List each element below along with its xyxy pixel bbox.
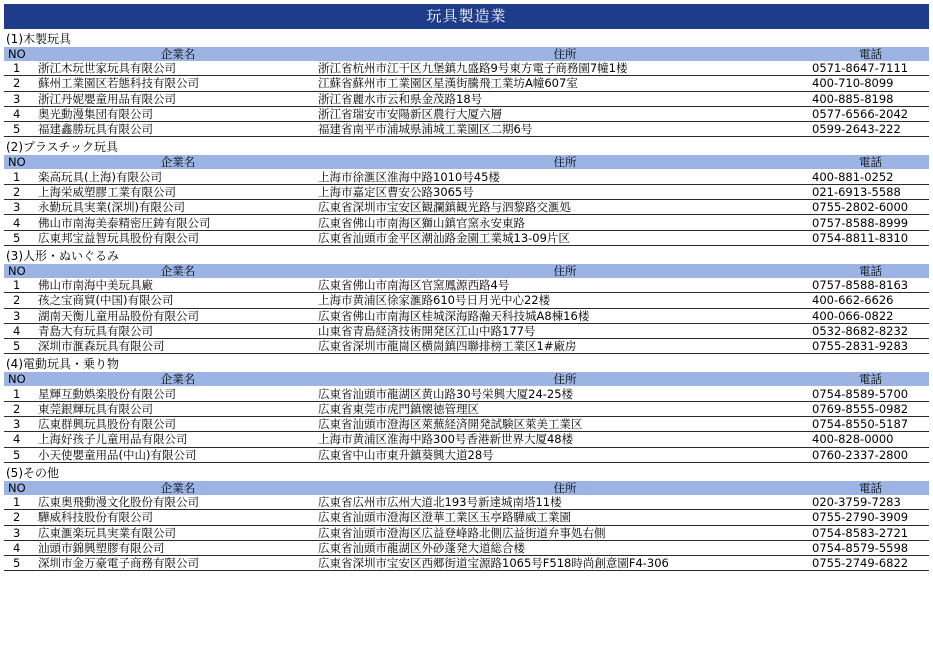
cell-address: 浙江省瑞安市安陽新区農行大厦六層: [318, 106, 812, 121]
cell-phone: 0754-8811-8310: [812, 230, 929, 245]
table-row: [4, 401, 929, 416]
sections-container: [4, 31, 929, 571]
cell-address: 上海市黄浦区淮海中路300号香港新世界大厦48楼: [318, 432, 812, 447]
cell-company: 湖南天衡儿童用品股份有限公司: [38, 308, 318, 323]
cell-no: 4: [4, 323, 38, 338]
table-row: [4, 495, 929, 510]
header-no: NO: [4, 47, 38, 61]
cell-no: 1: [4, 169, 38, 184]
cell-no: 3: [4, 200, 38, 215]
cell-no: 2: [4, 293, 38, 308]
header-address: 住所: [318, 372, 812, 386]
cell-company: 上海好孩子儿童用品有限公司: [38, 432, 318, 447]
cell-address: 広東省佛山市南海区獅山鎮官窯永安東路: [318, 215, 812, 230]
cell-phone: 0757-8588-8999: [812, 215, 929, 230]
cell-company: 孩之宝商貿(中国)有限公司: [38, 293, 318, 308]
cell-address: 上海市黄浦区徐家滙路610号日月光中心22楼: [318, 293, 812, 308]
table-row: [4, 525, 929, 540]
cell-phone: 0769-8555-0982: [812, 401, 929, 416]
table-row: [4, 432, 929, 447]
company-table: [4, 481, 929, 571]
cell-company: 福建鑫勝玩具有限公司: [38, 122, 318, 137]
header-phone: 電話: [812, 264, 929, 278]
cell-phone: 0755-2749-6822: [812, 556, 929, 571]
section-title: (2)プラスチック玩具: [6, 140, 119, 155]
header-phone: 電話: [812, 481, 929, 495]
cell-company: 深圳市金万豪電子商務有限公司: [38, 556, 318, 571]
cell-address: 広東省佛山市南海区官窯鳳源西路4号: [318, 278, 812, 293]
cell-phone: 0571-8647-7111: [812, 61, 929, 76]
table-row: [4, 556, 929, 571]
cell-phone: 0760-2337-2800: [812, 447, 929, 462]
cell-company: 永勤玩具実業(深圳)有限公司: [38, 200, 318, 215]
cell-address: 上海市徐滙区淮海中路1010号45楼: [318, 169, 812, 184]
cell-company: 深圳市滙森玩具有限公司: [38, 339, 318, 354]
header-address: 住所: [318, 47, 812, 61]
cell-company: 奥光動漫集団有限公司: [38, 106, 318, 121]
cell-no: 2: [4, 76, 38, 91]
table-row: [4, 308, 929, 323]
cell-phone: 021-6913-5588: [812, 184, 929, 199]
table-row: [4, 122, 929, 137]
cell-company: 汕頭市錦興塑膠有限公司: [38, 540, 318, 555]
cell-no: 3: [4, 308, 38, 323]
cell-phone: 0754-8583-2721: [812, 525, 929, 540]
section-title: (4)電動玩具・乗り物: [6, 357, 119, 372]
cell-no: 5: [4, 447, 38, 462]
section: [4, 465, 929, 571]
cell-address: 広東省東莞市虎門鎮懐徳管理区: [318, 401, 812, 416]
cell-company: 蘇州工業園区若態科技有限公司: [38, 76, 318, 91]
table-header-row: [4, 481, 929, 495]
table-row: [4, 230, 929, 245]
cell-company: 広東邦宝益智玩具股份有限公司: [38, 230, 318, 245]
table-header-row: [4, 372, 929, 386]
table-row: [4, 540, 929, 555]
cell-address: 江蘇省蘇州市工業園区星漢街騰飛工業坊A幢607室: [318, 76, 812, 91]
cell-company: 浙江丹妮嬰童用品有限公司: [38, 91, 318, 106]
cell-phone: 0532-8682-8232: [812, 323, 929, 338]
cell-address: 広東省佛山市南海区桂城深海路瀚天科技城A8棟16楼: [318, 308, 812, 323]
cell-no: 3: [4, 417, 38, 432]
table-row: [4, 215, 929, 230]
cell-no: 1: [4, 495, 38, 510]
section: [4, 31, 929, 137]
table-row: [4, 200, 929, 215]
cell-phone: 0599-2643-222: [812, 122, 929, 137]
cell-company: 佛山市南海美泰精密圧鋳有限公司: [38, 215, 318, 230]
cell-no: 5: [4, 556, 38, 571]
company-table: [4, 47, 929, 137]
table-row: [4, 323, 929, 338]
cell-no: 4: [4, 106, 38, 121]
cell-address: 広東省汕頭市澄海区澄華工業区玉亭路驊威工業園: [318, 510, 812, 525]
table-row: [4, 184, 929, 199]
cell-address: 広東省広州市広州大道北193号新達城南塔11楼: [318, 495, 812, 510]
cell-no: 2: [4, 510, 38, 525]
cell-address: 上海市嘉定区曹安公路3065号: [318, 184, 812, 199]
header-company: 企業名: [38, 264, 318, 278]
cell-company: 浙江木玩世家玩具有限公司: [38, 61, 318, 76]
table-row: [4, 169, 929, 184]
cell-phone: 0755-2802-6000: [812, 200, 929, 215]
cell-address: 広東省汕頭市龍湖区黄山路30号栄興大厦24-25楼: [318, 386, 812, 401]
table-row: [4, 61, 929, 76]
cell-phone: 400-710-8099: [812, 76, 929, 91]
cell-address: 広東省深圳市宝安区観瀾鎮観光路与泗黎路交滙処: [318, 200, 812, 215]
header-no: NO: [4, 372, 38, 386]
cell-company: 青島大有玩具有限公司: [38, 323, 318, 338]
cell-address: 広東省汕頭市龍湖区外砂蓬発大道総合楼: [318, 540, 812, 555]
table-row: [4, 417, 929, 432]
table-row: [4, 278, 929, 293]
cell-phone: 0755-2831-9283: [812, 339, 929, 354]
section-title: (1)木製玩具: [6, 32, 71, 46]
cell-no: 5: [4, 230, 38, 245]
cell-no: 2: [4, 184, 38, 199]
cell-phone: 400-828-0000: [812, 432, 929, 447]
header-address: 住所: [318, 155, 812, 169]
cell-address: 広東省深圳市宝安区西郷街道宝源路1065号F518時尚創意園F4-306: [318, 556, 812, 571]
cell-address: 広東省汕頭市澄海区萊蕪経済開発試験区萊美工業区: [318, 417, 812, 432]
cell-company: 佛山市南海中美玩具廠: [38, 278, 318, 293]
cell-phone: 0754-8589-5700: [812, 386, 929, 401]
cell-address: 山東省青島経済技術開発区江山中路177号: [318, 323, 812, 338]
cell-address: 広東省汕頭市金平区潮汕路金園工業城13-09片区: [318, 230, 812, 245]
header-no: NO: [4, 481, 38, 495]
cell-company: 上海栄威塑膠工業有限公司: [38, 184, 318, 199]
company-table: [4, 372, 929, 462]
cell-no: 2: [4, 401, 38, 416]
cell-no: 4: [4, 540, 38, 555]
cell-company: 楽高玩具(上海)有限公司: [38, 169, 318, 184]
header-phone: 電話: [812, 155, 929, 169]
cell-company: 星輝互動娯楽股份有限公司: [38, 386, 318, 401]
section-title: (3)人形・ぬいぐるみ: [6, 248, 119, 263]
cell-phone: 0577-6566-2042: [812, 106, 929, 121]
cell-company: 驊威科技股份有限公司: [38, 510, 318, 525]
table-row: [4, 106, 929, 121]
page-title: 玩具製造業: [4, 4, 929, 29]
cell-company: 小天使嬰童用品(中山)有限公司: [38, 447, 318, 462]
table-row: [4, 386, 929, 401]
cell-address: 福建省南平市浦城県浦城工業園区二期6号: [318, 122, 812, 137]
cell-phone: 400-885-8198: [812, 91, 929, 106]
cell-address: 広東省深圳市龍崗区横崗鎮四聯排榜工業区1#廠房: [318, 339, 812, 354]
header-company: 企業名: [38, 47, 318, 61]
section: [4, 356, 929, 462]
table-row: [4, 293, 929, 308]
page: [4, 0, 929, 571]
table-row: [4, 76, 929, 91]
table-header-row: [4, 155, 929, 169]
section: [4, 248, 929, 354]
cell-phone: 020-3759-7283: [812, 495, 929, 510]
company-table: [4, 155, 929, 245]
cell-phone: 0755-2790-3909: [812, 510, 929, 525]
header-company: 企業名: [38, 481, 318, 495]
cell-company: 広東群興玩具股份有限公司: [38, 417, 318, 432]
cell-phone: 400-662-6626: [812, 293, 929, 308]
cell-address: 広東省中山市東升鎮葵興大道28号: [318, 447, 812, 462]
cell-no: 1: [4, 278, 38, 293]
section: [4, 139, 929, 245]
cell-no: 5: [4, 122, 38, 137]
cell-no: 4: [4, 432, 38, 447]
cell-no: 3: [4, 91, 38, 106]
cell-address: 浙江省麗水市云和県金茂路18号: [318, 91, 812, 106]
table-header-row: [4, 264, 929, 278]
cell-company: 東莞銀輝玩具有限公司: [38, 401, 318, 416]
company-table: [4, 264, 929, 354]
header-phone: 電話: [812, 372, 929, 386]
cell-phone: 400-881-0252: [812, 169, 929, 184]
cell-no: 3: [4, 525, 38, 540]
header-address: 住所: [318, 481, 812, 495]
cell-phone: 0754-8550-5187: [812, 417, 929, 432]
cell-no: 1: [4, 386, 38, 401]
cell-no: 4: [4, 215, 38, 230]
table-row: [4, 510, 929, 525]
header-no: NO: [4, 155, 38, 169]
table-row: [4, 339, 929, 354]
section-title: (5)その他: [6, 465, 59, 480]
header-address: 住所: [318, 264, 812, 278]
table-header-row: [4, 47, 929, 61]
cell-phone: 0754-8579-5598: [812, 540, 929, 555]
cell-company: 広東奥飛動漫文化股份有限公司: [38, 495, 318, 510]
cell-no: 5: [4, 339, 38, 354]
header-company: 企業名: [38, 372, 318, 386]
header-phone: 電話: [812, 47, 929, 61]
cell-phone: 400-066-0822: [812, 308, 929, 323]
table-row: [4, 447, 929, 462]
header-company: 企業名: [38, 155, 318, 169]
cell-phone: 0757-8588-8163: [812, 278, 929, 293]
cell-address: 浙江省杭州市江干区九堡鎮九盛路9号東方電子商務園7幢1楼: [318, 61, 812, 76]
cell-company: 広東滙楽玩具実業有限公司: [38, 525, 318, 540]
cell-address: 広東省汕頭市澄海区広益登峰路北側広益街道弁事処右側: [318, 525, 812, 540]
table-row: [4, 91, 929, 106]
cell-no: 1: [4, 61, 38, 76]
header-no: NO: [4, 264, 38, 278]
